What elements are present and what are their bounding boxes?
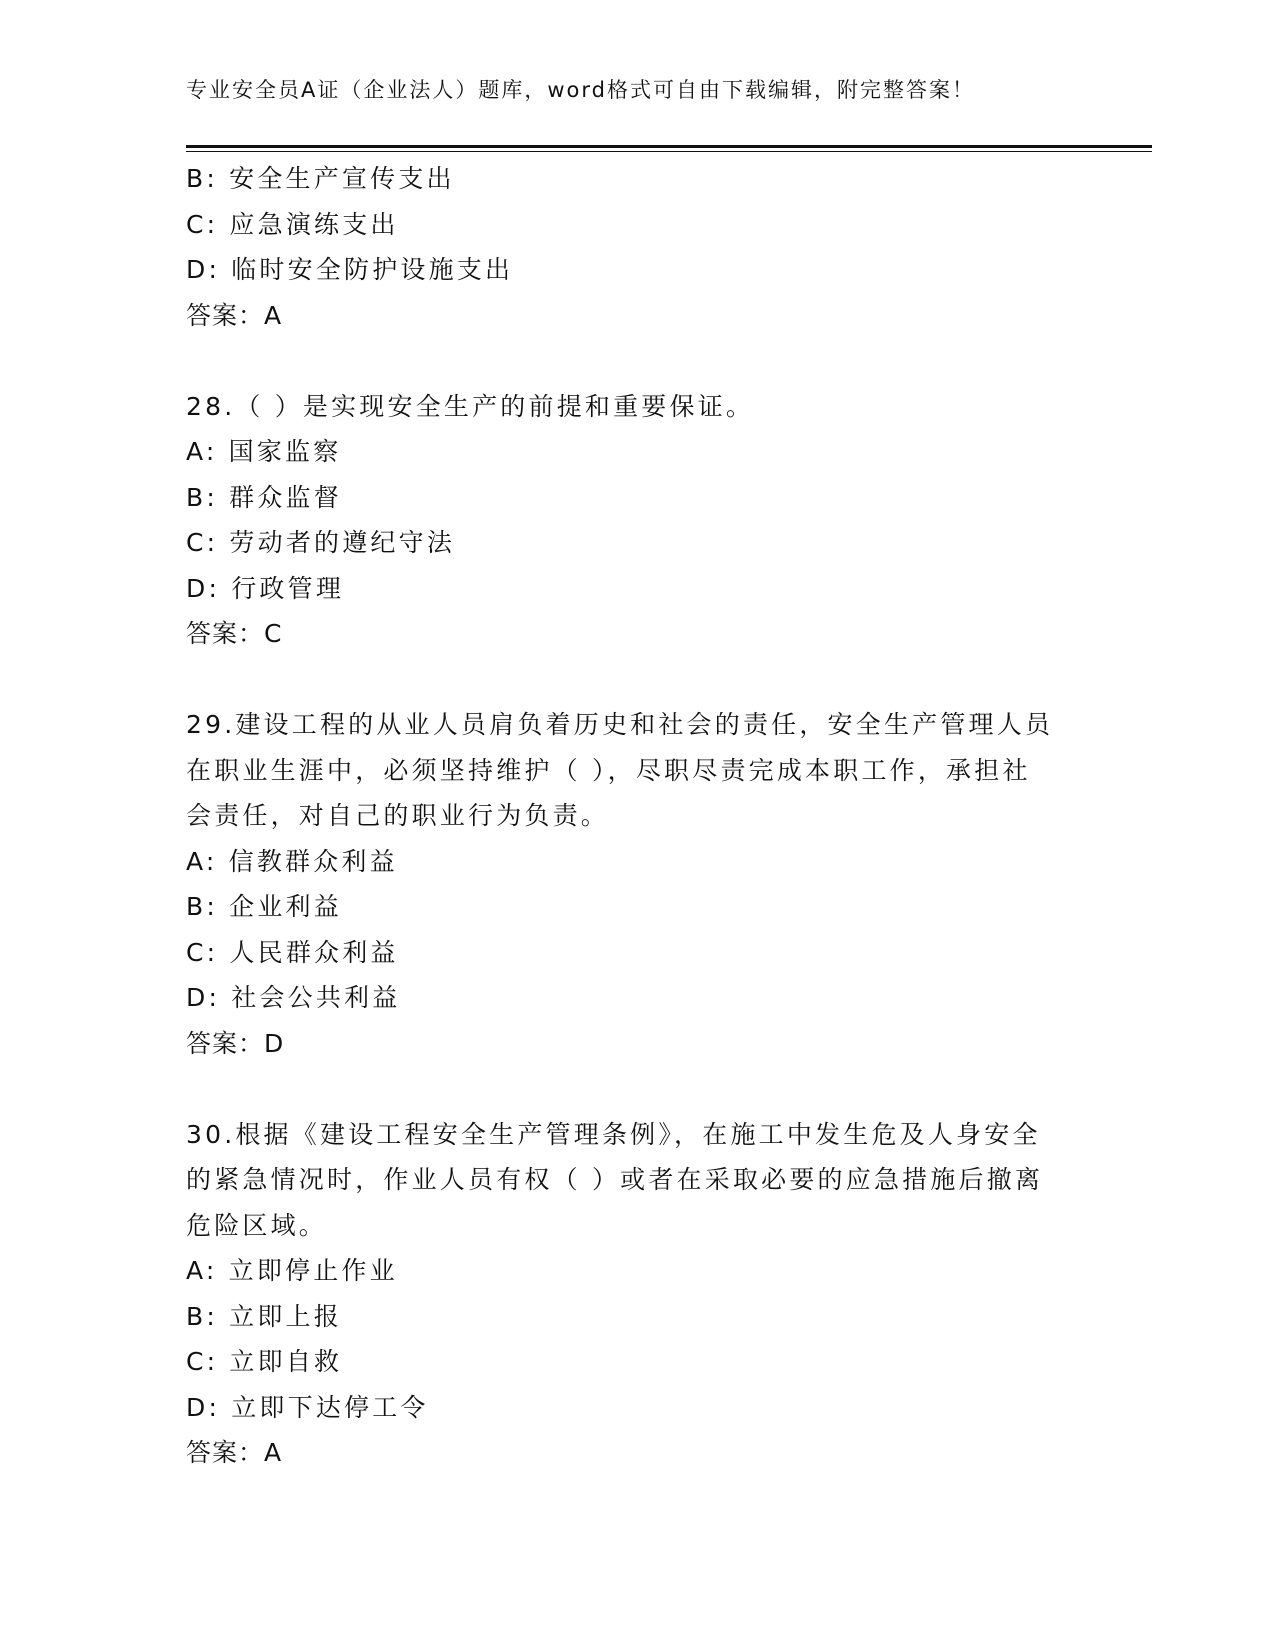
option-d: D: 行政管理 [186, 573, 345, 603]
answer: 答案：D [186, 1028, 285, 1058]
answer: 答案：A [186, 300, 283, 330]
question-27-partial [186, 156, 1086, 338]
question-29 [186, 702, 1086, 1066]
question-text: 30.根据《建设工程安全生产管理条例》，在施工中发生危及人身安全 [186, 1119, 1041, 1149]
option-b: B: 企业利益 [186, 892, 342, 921]
question-30 [186, 1112, 1086, 1476]
spacer [186, 1066, 1086, 1112]
answer: 答案：A [186, 1438, 283, 1467]
question-content [186, 156, 1086, 1476]
option-d: D: 立即下达停工令 [186, 1392, 429, 1422]
option-a: A: 信教群众利益 [186, 846, 398, 876]
header-rule-thick [186, 145, 1152, 148]
spacer [186, 338, 1086, 384]
option-b: B: 群众监督 [186, 482, 342, 512]
answer: 答案：C [186, 619, 283, 648]
question-text: 29.建设工程的从业人员肩负着历史和社会的责任，安全生产管理人员 [186, 710, 1054, 739]
option-d: D: 社会公共利益 [186, 983, 401, 1012]
option-c: C: 立即自救 [186, 1347, 343, 1376]
option-c: C: 人民群众利益 [186, 937, 399, 967]
option-a: A: 国家监察 [186, 437, 342, 466]
question-text: 在职业生涯中，必须坚持维护（ ），尽职尽责完成本职工作，承担社 [186, 755, 1031, 785]
option-b: B: 立即上报 [186, 1301, 342, 1331]
question-text: 危险区域。 [186, 1210, 328, 1240]
spacer [186, 657, 1086, 703]
question-text: 28.（ ）是实现安全生产的前提和重要保证。 [186, 391, 755, 421]
question-text: 会责任，对自己的职业行为负责。 [186, 801, 610, 830]
page-header: 专业安全员A证（企业法人）题库，word格式可自由下载编辑，附完整答案！ [186, 78, 975, 102]
header-rule-thin [186, 151, 1152, 152]
option-c: C: 应急演练支出 [186, 209, 399, 239]
option-b: B: 安全生产宣传支出 [186, 164, 455, 193]
option-d: D: 临时安全防护设施支出 [186, 255, 514, 284]
question-28 [186, 384, 1086, 657]
option-c: C: 劳动者的遵纪守法 [186, 528, 456, 557]
option-a: A: 立即停止作业 [186, 1256, 398, 1285]
question-text: 的紧急情况时，作业人员有权（ ）或者在采取必要的应急措施后撤离 [186, 1165, 1044, 1194]
